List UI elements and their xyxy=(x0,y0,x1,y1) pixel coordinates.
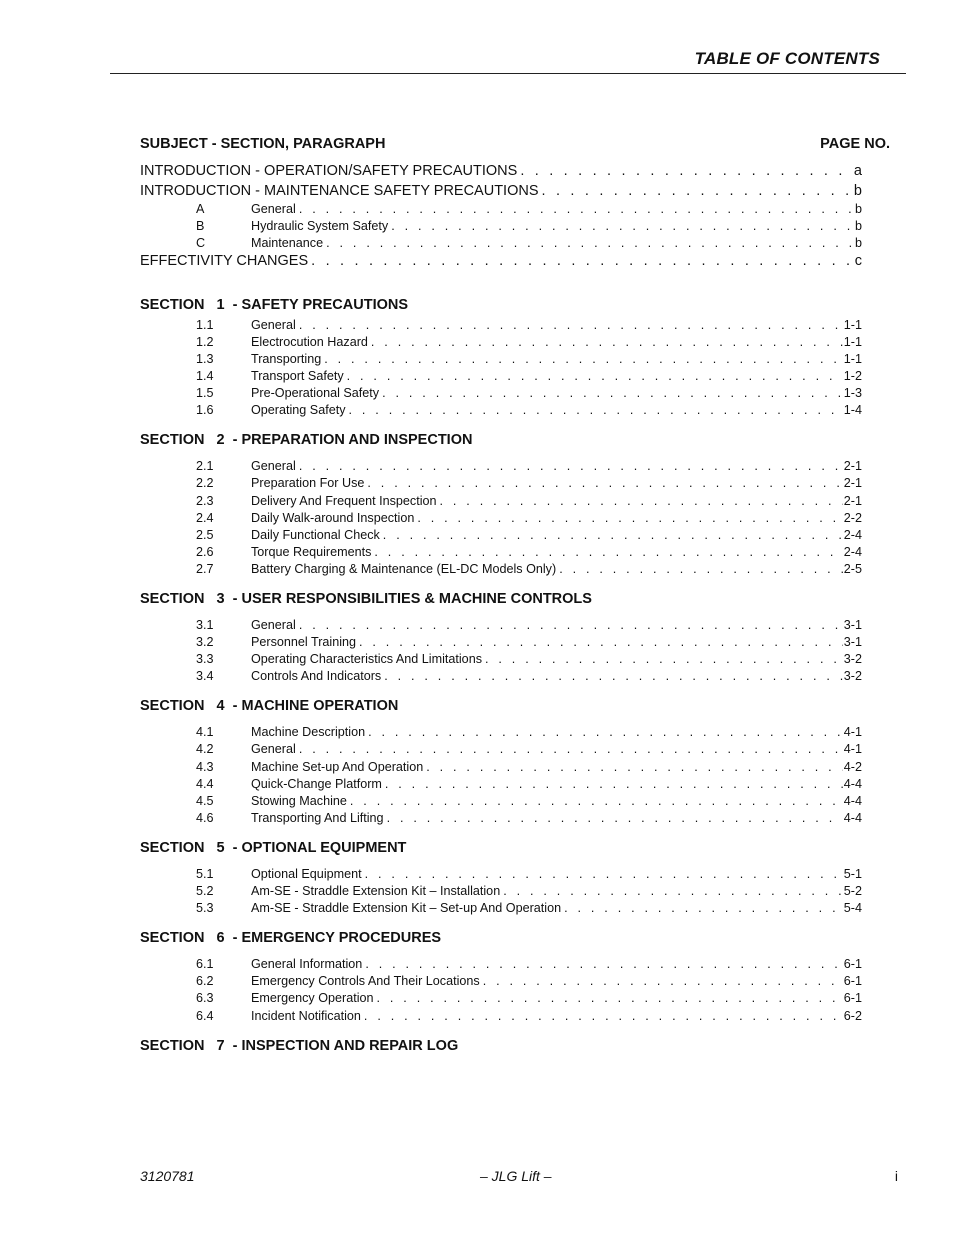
toc-entry[interactable] xyxy=(140,476,862,493)
entry-title: Incident Notification xyxy=(251,1008,361,1023)
toc-entry[interactable] xyxy=(140,991,862,1008)
entry-page-number: 4-4 xyxy=(843,776,862,791)
entry-title: Daily Walk-around Inspection xyxy=(251,510,415,525)
entry-number: 6.1 xyxy=(196,957,214,972)
entry-title: Operating Safety xyxy=(251,403,346,418)
section-block xyxy=(140,691,862,828)
entry-number: 1.5 xyxy=(196,386,214,401)
entry-page-number: 6-1 xyxy=(843,957,862,972)
table-of-contents xyxy=(140,163,862,1069)
dot-leader xyxy=(559,562,843,576)
section-entries xyxy=(140,459,862,579)
dot-leader xyxy=(426,760,843,774)
dot-leader xyxy=(483,974,843,988)
entry-number: 3.4 xyxy=(196,669,214,684)
toc-entry[interactable] xyxy=(140,760,862,777)
section-block xyxy=(140,923,862,1025)
dot-leader xyxy=(542,183,853,199)
dot-leader xyxy=(384,669,843,683)
toc-entry[interactable] xyxy=(140,369,862,386)
dot-leader xyxy=(324,352,843,366)
toc-entry[interactable] xyxy=(140,777,862,794)
toc-entry[interactable] xyxy=(140,742,862,759)
entry-page-number: 1-1 xyxy=(843,334,862,349)
entry-page-number: c xyxy=(854,253,862,270)
entry-page-number: 5-4 xyxy=(843,901,862,916)
entry-number: 2.7 xyxy=(196,561,214,576)
toc-entry[interactable] xyxy=(140,669,862,686)
section-list xyxy=(140,297,862,1064)
toc-entry[interactable] xyxy=(140,884,862,901)
entry-title: General xyxy=(251,202,296,216)
entry-page-number: 1-2 xyxy=(843,369,862,384)
page-header-title: TABLE OF CONTENTS xyxy=(694,49,880,68)
intro-entries xyxy=(140,163,862,273)
entry-page-number: 2-1 xyxy=(843,493,862,508)
entry-title: Operating Characteristics And Limitations xyxy=(251,652,482,667)
entry-title: Emergency Operation xyxy=(251,991,374,1006)
entry-page-number: a xyxy=(853,163,862,179)
toc-entry[interactable] xyxy=(140,528,862,545)
entry-number: 4.5 xyxy=(196,793,214,808)
dot-leader xyxy=(359,635,843,649)
entry-page-number: 1-1 xyxy=(843,317,862,332)
dot-leader xyxy=(365,957,842,971)
toc-entry[interactable] xyxy=(140,335,862,352)
entry-number: 2.2 xyxy=(196,476,214,491)
dot-leader xyxy=(382,386,843,400)
entry-number: 6.2 xyxy=(196,974,214,989)
entry-number: 3.2 xyxy=(196,635,214,650)
section-entries xyxy=(140,318,862,421)
entry-title: Optional Equipment xyxy=(251,866,362,881)
dot-leader xyxy=(387,811,843,825)
section-block xyxy=(140,1031,862,1064)
toc-entry[interactable] xyxy=(140,183,862,203)
section-title[interactable]: SECTION 4 - MACHINE OPERATION xyxy=(140,698,399,715)
entry-title: Torque Requirements xyxy=(251,544,372,559)
toc-entry[interactable] xyxy=(140,253,862,273)
entry-page-number: b xyxy=(854,219,862,234)
toc-entry[interactable] xyxy=(140,794,862,811)
toc-entry[interactable] xyxy=(140,386,862,403)
entry-number: 1.2 xyxy=(196,334,214,349)
toc-entry[interactable] xyxy=(140,974,862,991)
dot-leader xyxy=(311,253,854,269)
toc-entry[interactable] xyxy=(140,867,862,884)
dot-leader xyxy=(391,219,854,233)
entry-number: 3.1 xyxy=(196,618,214,632)
subject-column-header: SUBJECT - SECTION, PARAGRAPH xyxy=(140,136,386,152)
entry-title: Transporting And Lifting xyxy=(251,810,384,825)
page-no-column-header: PAGE NO. xyxy=(820,136,890,152)
toc-entry[interactable] xyxy=(140,219,862,236)
entry-number: 6.4 xyxy=(196,1008,214,1023)
entry-title: Pre-Operational Safety xyxy=(251,386,380,401)
entry-title: General Information xyxy=(251,957,363,972)
toc-entry[interactable] xyxy=(140,562,862,579)
dot-leader xyxy=(383,528,843,542)
entry-page-number: b xyxy=(854,236,862,251)
toc-entry[interactable] xyxy=(140,957,862,974)
section-block xyxy=(140,833,862,918)
entry-page-number: 6-2 xyxy=(843,1008,862,1023)
section-title[interactable]: SECTION 2 - PREPARATION AND INSPECTION xyxy=(140,432,473,449)
entry-title: Electrocution Hazard xyxy=(251,334,368,349)
entry-title: Transport Safety xyxy=(251,369,344,384)
entry-page-number: 1-1 xyxy=(843,351,862,366)
toc-entry[interactable] xyxy=(140,901,862,918)
entry-title: General xyxy=(251,459,296,474)
entry-title: Maintenance xyxy=(251,236,324,251)
entry-page-number: 3-1 xyxy=(843,635,862,650)
toc-entry[interactable] xyxy=(140,403,862,420)
entry-title: Quick-Change Platform xyxy=(251,776,382,791)
entry-page-number: 4-4 xyxy=(843,793,862,808)
section-entries xyxy=(140,957,862,1025)
dot-leader xyxy=(350,794,843,808)
section-title[interactable]: SECTION 1 - SAFETY PRECAUTIONS xyxy=(140,296,409,313)
entry-title: EFFECTIVITY CHANGES xyxy=(140,253,309,270)
entry-page-number: 5-1 xyxy=(843,866,862,881)
dot-leader xyxy=(371,335,843,349)
toc-entry[interactable] xyxy=(140,511,862,528)
entry-number: C xyxy=(196,236,206,251)
dot-leader xyxy=(299,202,854,216)
toc-entry[interactable] xyxy=(140,459,862,476)
entry-page-number: 3-1 xyxy=(843,618,862,632)
dot-leader xyxy=(349,403,843,417)
toc-entry[interactable] xyxy=(140,811,862,828)
entry-page-number: 1-4 xyxy=(843,403,862,418)
entry-number: 2.4 xyxy=(196,510,214,525)
dot-leader xyxy=(299,742,843,756)
footer-publisher: – JLG Lift – xyxy=(480,1168,552,1184)
entry-number: 4.4 xyxy=(196,776,214,791)
entry-page-number: 4-4 xyxy=(843,810,862,825)
dot-leader xyxy=(440,494,843,508)
dot-leader xyxy=(503,884,843,898)
entry-number: 1.6 xyxy=(196,403,214,418)
dot-leader xyxy=(326,236,854,250)
section-entries xyxy=(140,618,862,686)
entry-title: Delivery And Frequent Inspection xyxy=(251,493,437,508)
dot-leader xyxy=(299,318,843,332)
entry-page-number: 2-4 xyxy=(843,544,862,559)
entry-number: 2.5 xyxy=(196,527,214,542)
entry-title: Transporting xyxy=(251,351,322,366)
dot-leader xyxy=(564,901,843,915)
entry-title: Personnel Training xyxy=(251,635,357,650)
entry-number: 1.3 xyxy=(196,351,214,366)
entry-title: General xyxy=(251,742,296,757)
entry-title: Hydraulic System Safety xyxy=(251,219,389,234)
entry-page-number: 2-2 xyxy=(843,510,862,525)
entry-title: Preparation For Use xyxy=(251,476,365,491)
entry-title: Battery Charging & Maintenance (EL-DC Models Only) xyxy=(251,561,557,576)
toc-entry[interactable] xyxy=(140,202,862,219)
entry-page-number: 4-2 xyxy=(843,759,862,774)
toc-column-headers xyxy=(140,136,890,152)
section-entries xyxy=(140,725,862,828)
entry-title: Machine Description xyxy=(251,725,366,740)
entry-number: B xyxy=(196,219,205,234)
entry-number: 4.6 xyxy=(196,810,214,825)
toc-entry[interactable] xyxy=(140,163,862,183)
toc-entry[interactable] xyxy=(140,618,862,635)
entry-title: INTRODUCTION - OPERATION/SAFETY PRECAUTIONS xyxy=(140,163,518,179)
dot-leader xyxy=(374,545,842,559)
entry-title: Stowing Machine xyxy=(251,793,347,808)
entry-number: 5.3 xyxy=(196,901,214,916)
entry-number: 3.3 xyxy=(196,652,214,667)
toc-entry[interactable] xyxy=(140,494,862,511)
section-entries xyxy=(140,867,862,918)
section-block xyxy=(140,297,862,421)
entry-page-number: 2-1 xyxy=(843,476,862,491)
dot-leader xyxy=(385,777,843,791)
entry-page-number: 4-1 xyxy=(843,742,862,757)
entry-page-number: b xyxy=(854,202,862,216)
dot-leader xyxy=(485,652,843,666)
dot-leader xyxy=(367,476,842,490)
entry-page-number: 2-5 xyxy=(843,561,862,576)
entry-number: 6.3 xyxy=(196,991,214,1006)
section-title[interactable]: SECTION 7 - INSPECTION AND REPAIR LOG xyxy=(140,1037,459,1054)
toc-entry[interactable] xyxy=(140,352,862,369)
entry-page-number: 4-1 xyxy=(843,725,862,740)
entry-page-number: 3-2 xyxy=(843,652,862,667)
dot-leader xyxy=(347,369,843,383)
section-title[interactable]: SECTION 5 - OPTIONAL EQUIPMENT xyxy=(140,839,407,856)
entry-title: General xyxy=(251,317,296,332)
dot-leader xyxy=(368,725,843,739)
entry-number: 5.1 xyxy=(196,866,214,881)
spacer xyxy=(140,273,862,297)
entry-page-number: 6-1 xyxy=(843,974,862,989)
section-block xyxy=(140,425,862,579)
entry-title: Controls And Indicators xyxy=(251,669,382,684)
toc-entry[interactable] xyxy=(140,318,862,335)
entry-number: 1.4 xyxy=(196,369,214,384)
entry-title: Machine Set-up And Operation xyxy=(251,759,424,774)
dot-leader xyxy=(417,511,842,525)
dot-leader xyxy=(299,459,843,473)
dot-leader xyxy=(299,618,843,632)
dot-leader xyxy=(520,163,853,179)
toc-entry[interactable] xyxy=(140,545,862,562)
entry-title: General xyxy=(251,618,296,632)
entry-title: Am-SE - Straddle Extension Kit – Set-up And Operation xyxy=(251,901,562,916)
entry-number: 5.2 xyxy=(196,884,214,899)
entry-number: 1.1 xyxy=(196,317,214,332)
toc-entry[interactable] xyxy=(140,1009,862,1026)
header-rule xyxy=(110,73,906,74)
entry-number: 4.3 xyxy=(196,759,214,774)
page-footer xyxy=(140,1168,898,1188)
entry-page-number: 1-3 xyxy=(843,386,862,401)
entry-page-number: 3-2 xyxy=(843,669,862,684)
entry-number: 2.3 xyxy=(196,493,214,508)
dot-leader xyxy=(377,991,843,1005)
footer-page-number: i xyxy=(894,1168,898,1184)
toc-entry[interactable] xyxy=(140,635,862,652)
dot-leader xyxy=(364,1009,843,1023)
section-title[interactable]: SECTION 3 - USER RESPONSIBILITIES & MACHINE CONTROLS xyxy=(140,591,592,607)
section-block xyxy=(140,584,862,686)
entry-title: Emergency Controls And Their Locations xyxy=(251,974,480,989)
entry-number: 2.1 xyxy=(196,459,214,474)
entry-page-number: 2-4 xyxy=(843,527,862,542)
dot-leader xyxy=(365,867,843,881)
toc-entry[interactable] xyxy=(140,236,862,253)
entry-page-number: 6-1 xyxy=(843,991,862,1006)
entry-number: 2.6 xyxy=(196,544,214,559)
footer-doc-number: 3120781 xyxy=(140,1168,195,1184)
entry-number: 4.1 xyxy=(196,725,214,740)
entry-page-number: 5-2 xyxy=(843,884,862,899)
entry-number: 4.2 xyxy=(196,742,214,757)
entry-number: A xyxy=(196,202,205,216)
toc-entry[interactable] xyxy=(140,652,862,669)
entry-title: Am-SE - Straddle Extension Kit – Installation xyxy=(251,884,501,899)
entry-page-number: b xyxy=(853,182,862,199)
entry-title: Daily Functional Check xyxy=(251,527,380,542)
entry-title: INTRODUCTION - MAINTENANCE SAFETY PRECAUTIONS xyxy=(140,182,539,199)
toc-entry[interactable] xyxy=(140,725,862,742)
section-title[interactable]: SECTION 6 - EMERGENCY PROCEDURES xyxy=(140,930,442,947)
entry-page-number: 2-1 xyxy=(843,459,862,474)
